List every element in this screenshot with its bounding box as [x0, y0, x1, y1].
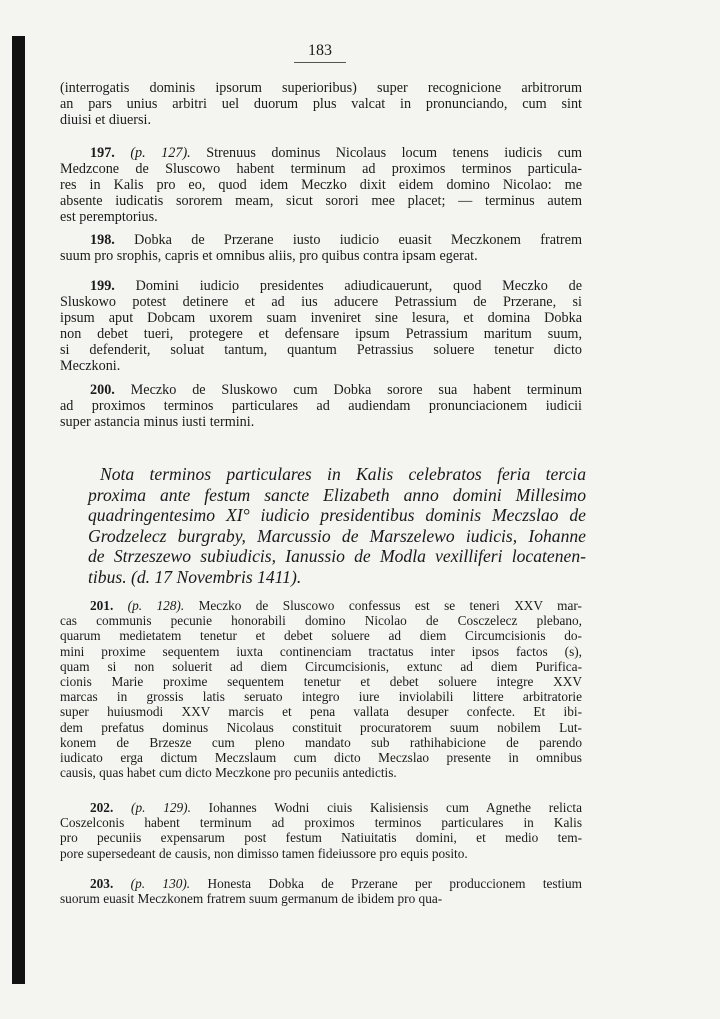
entry-number: 201.: [90, 598, 114, 613]
entry-201: [60, 598, 582, 780]
entry-number: 202.: [90, 800, 114, 815]
heading-line: tibus. (d. 17 Novembris 1411).: [88, 566, 302, 587]
entry-number: 199.: [90, 278, 115, 294]
text-line: mini proxime sequentem iuxta continenciam tractatus inter ipsos factos (s),: [60, 643, 582, 659]
text-line: Honesta Dobka de Przerane per produccionem testium: [207, 876, 582, 891]
text-line: iudicato erga dictum Meczslaum cum dicto Meczslao presente in omnibus: [60, 750, 582, 766]
heading-line: quadringentesimo XI° iudicio presidentibus dominis Meczslao de: [88, 505, 586, 526]
page-reference: (p. 129).: [131, 800, 191, 815]
text-line: suum pro srophis, capris et omnibus aliis, pro quibus contra ipsam egerat.: [60, 247, 478, 264]
text-line: Meczkoni.: [60, 357, 121, 374]
entry-199: [60, 279, 582, 374]
page-reference: (p. 130).: [130, 876, 191, 891]
text-line: quam si non soluerit ad diem Circumcisionis, extunc ad diem Purifica-: [60, 658, 582, 674]
entry-202: [60, 800, 582, 861]
text-line: Medzcone de Sluscowo habent terminum ad proximos terminos particula-: [60, 160, 582, 177]
page-reference: (p. 128).: [127, 598, 185, 613]
text-line: Dobka de Przerane iusto iudicio euasit Meczkonem fratrem: [134, 232, 582, 248]
text-line: res in Kalis pro eo, quod idem Meczko dixit eidem domino Nicolao: me: [60, 176, 582, 193]
page-reference: (p. 127).: [130, 145, 191, 161]
text-line: absente iudicatis sororem meam, sicut sorori mee placet; — terminus autem: [60, 192, 582, 209]
entry-203: [60, 876, 582, 906]
text-line: Coszelconis habent terminum ad proximos terminos particulares in Kalis: [60, 815, 582, 831]
text-line: Meczko de Sluscowo confessus est se teneri XXV mar-: [198, 598, 582, 613]
text-line: Iohannes Wodni ciuis Kalisiensis cum Agnethe relicta: [208, 800, 582, 815]
text-line: konem de Brzesze cum pleno mandato sub rathihabicione de parendo: [60, 734, 582, 750]
text-line: an pars unius arbitri uel duorum plus valcat in pronunciando, cum sint: [60, 95, 582, 112]
text-line: ipsum aput Dobcam uxorem suam inveniret sine lesura, et domina Dobka: [60, 309, 582, 326]
heading-line: de Strzeszewo subiudicis, Ianussio de Modla vexilliferi locatenen-: [88, 546, 586, 567]
text-line: Sluskowo potest detinere et ad ius aducere Petrassium de Przerane, si: [60, 293, 582, 310]
text-line: Strenuus dominus Nicolaus locum tenens iudicis cum: [206, 145, 583, 161]
text-line: Meczko de Sluskowo cum Dobka sorore sua habent terminum: [130, 382, 582, 398]
text-line: est peremptorius.: [60, 208, 158, 225]
heading-line: Nota terminos particulares in Kalis celebratos feria tercia: [100, 464, 586, 484]
page-number: 183: [308, 42, 332, 59]
heading-line: proxima ante festum sancte Elizabeth anno domini Millesimo: [88, 484, 586, 505]
session-heading: [88, 464, 586, 588]
text-line: cas communis pecunie honorabili domino Nicolao de Cosczelecz plebano,: [60, 613, 582, 629]
text-line: si defenderit, soluat tantum, quantum Petrassius soluere tenetur dicto: [60, 341, 582, 358]
entry-197: [60, 146, 582, 226]
entry-number: 200.: [90, 382, 115, 398]
text-line: dem prefatus dominus Nicolaus constituit procuratorem suum nobilem Lut-: [60, 719, 582, 735]
entry-200: [60, 383, 582, 431]
entry-number: 198.: [90, 232, 115, 248]
text-line: Domini iudicio presidentes adiudicauerunt, quod Meczko de: [135, 278, 583, 294]
text-line: super astancia minus iusti termini.: [60, 413, 255, 430]
text-line: cionis Marie proxime sequentem tenetur et debet soluere integre XXV: [60, 674, 582, 690]
text-line: causis, quas habet cum dicto Meczkone pro pecuniis antedictis.: [60, 765, 397, 781]
text-line: suorum euasit Meczkonem fratrem suum germanum de ibidem pro qua-: [60, 891, 443, 907]
entry-number: 203.: [90, 876, 114, 891]
heading-line: Grodzelecz burgraby, Marcussio de Marszelewo iudicis, Iohanne: [88, 525, 586, 546]
text-line: quarum medietatem tenetur et debet soluere ad diem Circumcisionis do-: [60, 628, 582, 644]
scan-edge-shadow: [12, 36, 25, 984]
text-line: ad proximos terminos particulares ad audiendam pronunciacionem iudicii: [60, 397, 582, 414]
text-line: (interrogatis dominis ipsorum superioribus) super recognicione arbitrorum: [60, 80, 582, 96]
page-number-rule: [294, 62, 346, 63]
text-line: diuisi et diuersi.: [60, 111, 152, 128]
text-line: pro pecuniis expensarum post festum Natiuitatis domini, et medio tem-: [60, 830, 582, 846]
entry-198: [60, 233, 582, 265]
intro-paragraph: [60, 81, 582, 129]
entry-number: 197.: [90, 145, 115, 161]
text-line: pore supersedeant de causis, non dimisso tamen fideiussore pro equis posito.: [60, 845, 468, 861]
text-line: marcas in grossis latis seruato integro iure inviolabili littere arbitratorie: [60, 689, 582, 705]
text-line: super huiusmodi XXV marcis et pena vallata desuper confecte. Et ibi-: [60, 704, 582, 720]
text-line: non debet tueri, protegere et defensare ipsum Petrassium maritum suum,: [60, 325, 582, 342]
